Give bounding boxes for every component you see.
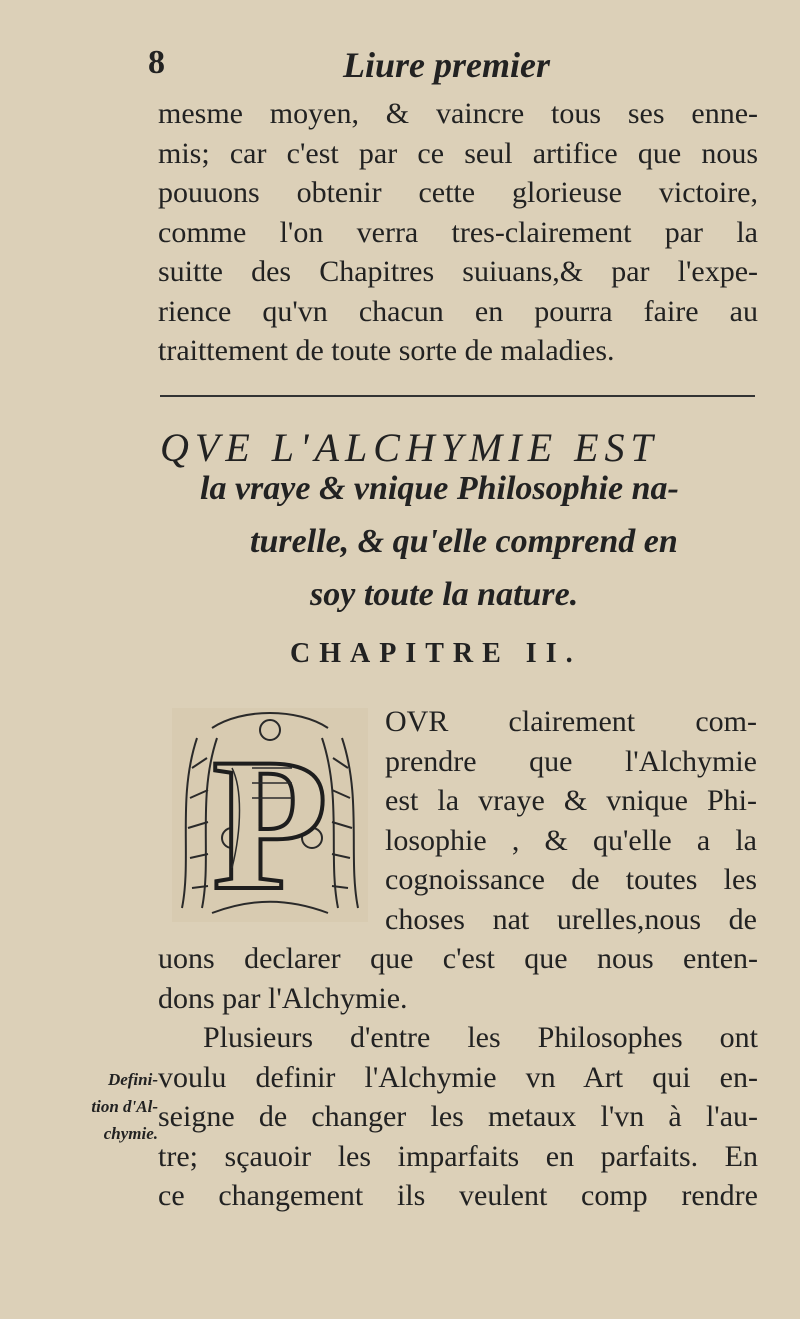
text-line: prendre que l'Alchymie <box>385 744 757 778</box>
text-line: pouuons obtenir cette glorieuse victoire, <box>158 176 758 209</box>
running-header <box>148 44 748 94</box>
ornamental-dropcap-icon <box>172 708 368 922</box>
text-line: cognoissance de toutes les <box>385 863 757 896</box>
text-line: ce changement ils veulent comp rendre <box>158 1179 758 1212</box>
text-line: OVR clairement com- <box>385 705 757 738</box>
text-line: voulu definir l'Alchymie vn Art qui en- <box>158 1060 758 1094</box>
running-title: Liure premier <box>343 45 550 85</box>
margin-note <box>48 1066 158 1147</box>
chapter-subtitle-line: turelle, & qu'elle comprend en <box>250 523 678 560</box>
text-line: suitte des Chapitres suiuans,& par l'expe- <box>158 255 758 288</box>
text-line: mesme moyen, & vaincre tous ses enne- <box>158 97 758 130</box>
text-line: mis; car c'est par ce seul artifice que nous <box>158 136 758 170</box>
chapter-label: CHAPITRE II. <box>290 638 582 669</box>
text-line: est la vraye & vnique Phi- <box>385 784 757 817</box>
text-line: Plusieurs d'entre les Philosophes ont <box>203 1021 758 1054</box>
margin-note-line: Defini- <box>107 1070 158 1089</box>
section-divider <box>160 395 755 397</box>
text-line: choses nat urelles,nous de <box>385 902 757 936</box>
chapter-headline: QVE L'ALCHYMIE EST <box>160 425 659 470</box>
text-line: traittement de toute sorte de maladies. <box>158 334 615 367</box>
dropcap-letter: P <box>211 720 329 922</box>
text-line: rience qu'vn chacun en pourra faire au <box>158 294 758 328</box>
text-line: dons par l'Alchymie. <box>158 981 408 1015</box>
text-line: seigne de changer les metaux l'vn à l'au- <box>158 1100 758 1133</box>
text-line: losophie , & qu'elle a la <box>385 823 757 857</box>
text-line: tre; sçauoir les imparfaits en parfaits. En <box>158 1139 758 1173</box>
first-paragraph <box>385 702 757 939</box>
chapter-subtitle-line: soy toute la nature. <box>310 576 579 613</box>
page-number: 8 <box>148 44 165 81</box>
text-line: uons declarer que c'est que nous enten- <box>158 942 758 975</box>
text-line: comme l'on verra tres-clairement par la <box>158 215 758 249</box>
margin-note-line: tion d'Al- <box>91 1097 158 1116</box>
margin-note-line: chymie. <box>103 1124 158 1143</box>
body-paragraph <box>158 939 758 1216</box>
intro-paragraph <box>158 94 758 371</box>
chapter-subtitle-line: la vraye & vnique Philosophie na- <box>200 470 679 507</box>
